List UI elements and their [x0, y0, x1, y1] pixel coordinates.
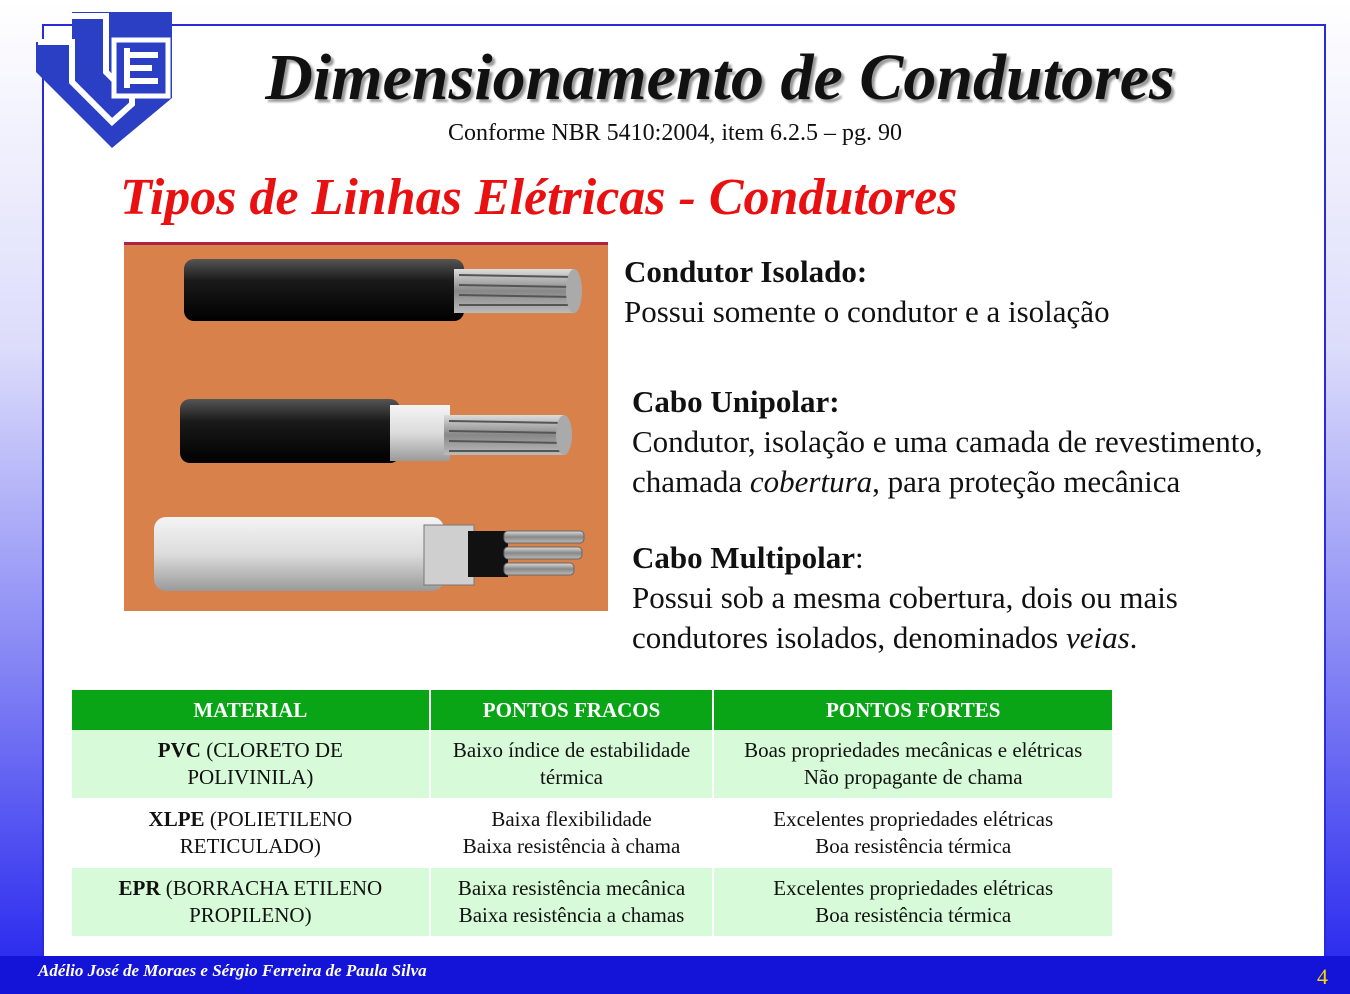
cell-fracos: Baixa resistência mecânica Baixa resistência a chamas — [430, 868, 714, 936]
cell-fortes: Excelentes propriedades elétricas Boa resistência térmica — [713, 798, 1113, 868]
table-row — [72, 868, 1113, 936]
desc-text: chamada cobertura, para proteção mecânica — [632, 464, 1181, 499]
cell-fortes: Boas propriedades mecânicas e elétricas Não propagante de chama — [713, 730, 1113, 798]
header-pontos-fortes: PONTOS FORTES — [713, 690, 1113, 730]
desc-cabo-multipolar — [632, 538, 1178, 658]
table-row — [72, 798, 1113, 868]
section-title: Tipos de Linhas Elétricas - Condutores — [120, 169, 958, 226]
cell-fracos: Baixo índice de estabilidade térmica — [430, 730, 714, 798]
cell-material: EPR (BORRACHA ETILENO PROPILENO) — [72, 868, 430, 936]
cell-material: XLPE (POLIETILENO RETICULADO) — [72, 798, 430, 868]
desc-text: condutores isolados, denominados veias. — [632, 620, 1138, 655]
desc-text: Possui sob a mesma cobertura, dois ou mais — [632, 580, 1178, 615]
materials-table — [72, 690, 1114, 936]
page-title: Dimensionamento de Condutores — [265, 41, 1175, 114]
footer-bar — [0, 956, 1350, 994]
university-logo-icon — [32, 12, 172, 148]
desc-text: Possui somente o condutor e a isolação — [624, 294, 1110, 329]
footer-authors: Adélio José de Moraes e Sérgio Ferreira de Paula Silva — [38, 961, 427, 980]
table-row — [72, 730, 1113, 798]
table-header-row — [72, 690, 1113, 730]
cell-material: PVC (CLORETO DE POLIVINILA) — [72, 730, 430, 798]
cell-fortes: Excelentes propriedades elétricas Boa resistência térmica — [713, 868, 1113, 936]
desc-heading: Condutor Isolado: — [624, 254, 868, 289]
desc-text: Condutor, isolação e uma camada de revestimento, — [632, 424, 1263, 459]
cell-fracos: Baixa flexibilidade Baixa resistência à chama — [430, 798, 714, 868]
header-pontos-fracos: PONTOS FRACOS — [430, 690, 714, 730]
header-material: MATERIAL — [72, 690, 430, 730]
desc-condutor-isolado — [624, 252, 1110, 332]
page-subtitle: Conforme NBR 5410:2004, item 6.2.5 – pg. 90 — [448, 120, 902, 146]
desc-heading-line: Cabo Multipolar: — [632, 540, 864, 575]
cable-illustration-icon — [124, 242, 608, 611]
desc-heading: Cabo Unipolar: — [632, 384, 840, 419]
desc-cabo-unipolar — [632, 382, 1263, 502]
page-number: 4 — [1317, 964, 1328, 989]
desc-heading: Cabo Multipolar — [632, 540, 856, 575]
